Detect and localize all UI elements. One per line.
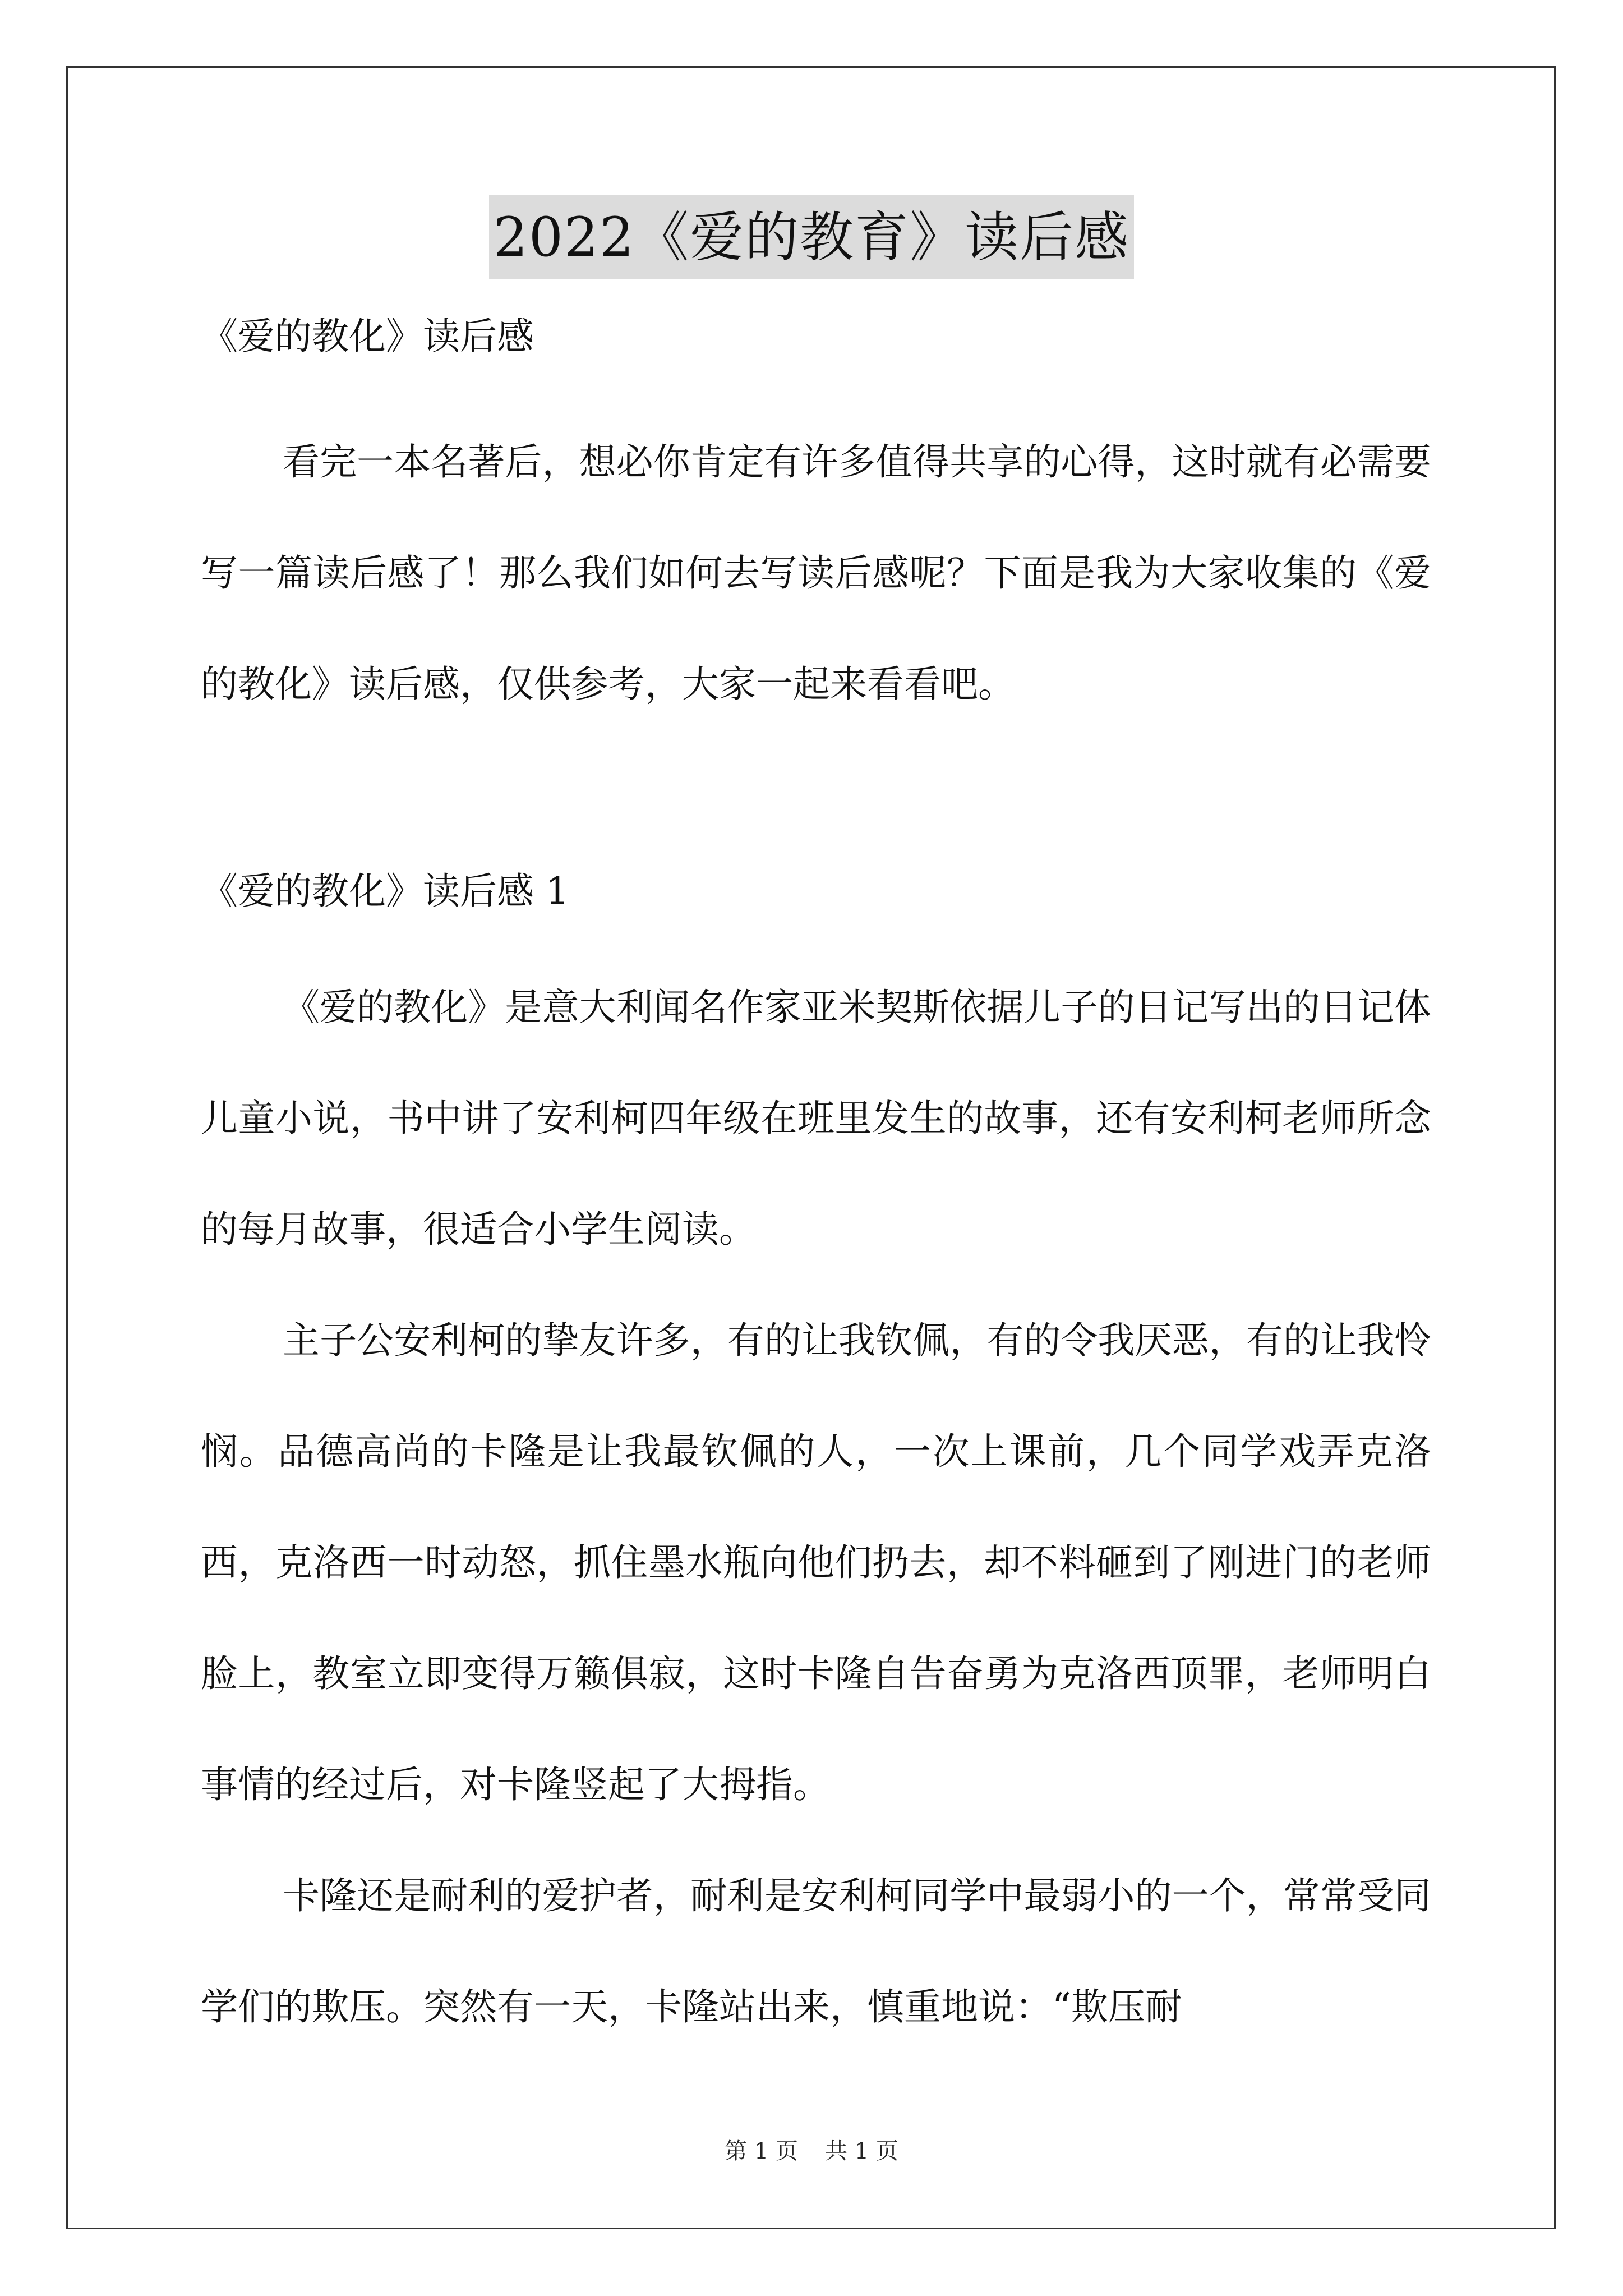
intro-paragraph: 看完一本名著后，想必你肯定有许多值得共享的心得，这时就有必需要写一篇读后感了！那么我们如何去写读后感呢？下面是我为大家收集的《爱的教化》读后感，仅供参考，大家一起来看看吧。 [201, 440, 1431, 706]
page-footer [0, 2134, 1623, 2168]
section-heading: 《爱的教化》读后感 1 [201, 869, 569, 913]
page-number: 第 1 页 [725, 2138, 798, 2164]
body-paragraph: 卡隆还是耐利的爱护者，耐利是安利柯同学中最弱小的一个，常常受同学们的欺压。突然有一天，卡隆站出来，慎重地说：“欺压耐 [201, 1874, 1431, 2028]
body-paragraph: 主子公安利柯的挚友许多，有的让我钦佩，有的令我厌恶，有的让我怜悯。品德高尚的卡隆是让我最钦佩的人，一次上课前，几个同学戏弄克洛西，克洛西一时动怒，抓住墨水瓶向他们扔去，却不料砸到了刚进门的老师脸上，教室立即变得万籁俱寂，这时卡隆自告奋勇为克洛西顶罪，老师明白事情的经过后，对卡隆竖起了大拇指。 [201, 1319, 1431, 1806]
body-paragraph: 《爱的教化》是意大利闻名作家亚米契斯依据儿子的日记写出的日记体儿童小说，书中讲了安利柯四年级在班里发生的故事，还有安利柯老师所念的每月故事，很适合小学生阅读。 [201, 986, 1431, 1251]
title-container [0, 195, 1623, 279]
document-title: 2022《爱的教育》读后感 [489, 195, 1134, 279]
document-body [201, 309, 1431, 2063]
page-total: 共 1 页 [825, 2138, 898, 2164]
intro-heading: 《爱的教化》读后感 [201, 315, 534, 358]
